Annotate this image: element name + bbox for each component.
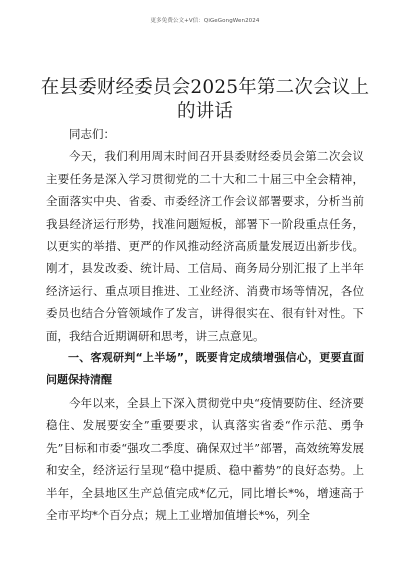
- opening-paragraph: 今天，我们利用周末时间召开县委财经委员会第二次会议主要任务是深入学习贯彻党的二十大和二十届三中全会精神，全面落实中央、省委、市委经济工作会议部署要求，分析当前我县经济运行形势，找准问题短板，部署下一阶段重点任务，以更实的举措、更严的作风推动经济高质量发展迈出新步伐。刚才，县发改委、统计局、工信局、商务局分别汇报了上半年经济运行、重点项目推进、工业经济、消费市场等情况，各位委员也结合分管领域作了发言，讲得很实在、很有针对性。下面，我结合近期调研和思考，讲三点意见。: [46, 149, 364, 343]
- section-heading: 一、客观研判“上半场”，既要肯定成绩增强信心，更要直面问题保持清醒: [46, 351, 364, 387]
- body-paragraph: 今年以来，全县上下深入贯彻党中央“疫情要防住、经济要稳住、发展要安全”重要要求，认真落实省委“作示范、勇争先”目标和市委“强攻二季度、确保双过半”部署，高效统筹发展和安全，经济运行呈现“稳中提质、稳中蓄势”的良好态势。上半年，全县地区生产总值完成*亿元，同比增长*%，增速高于全市平均*个百分点；规上工业增加值增长*%，列全: [46, 395, 364, 522]
- page-header: 更多免费公文+V信：QiGeGongWen2024: [150, 18, 260, 24]
- salutation-paragraph: 同志们：: [69, 127, 115, 141]
- document-title: 在县委财经委员会2025年第二次会议上的讲话: [40, 77, 370, 122]
- document-body: [46, 123, 364, 526]
